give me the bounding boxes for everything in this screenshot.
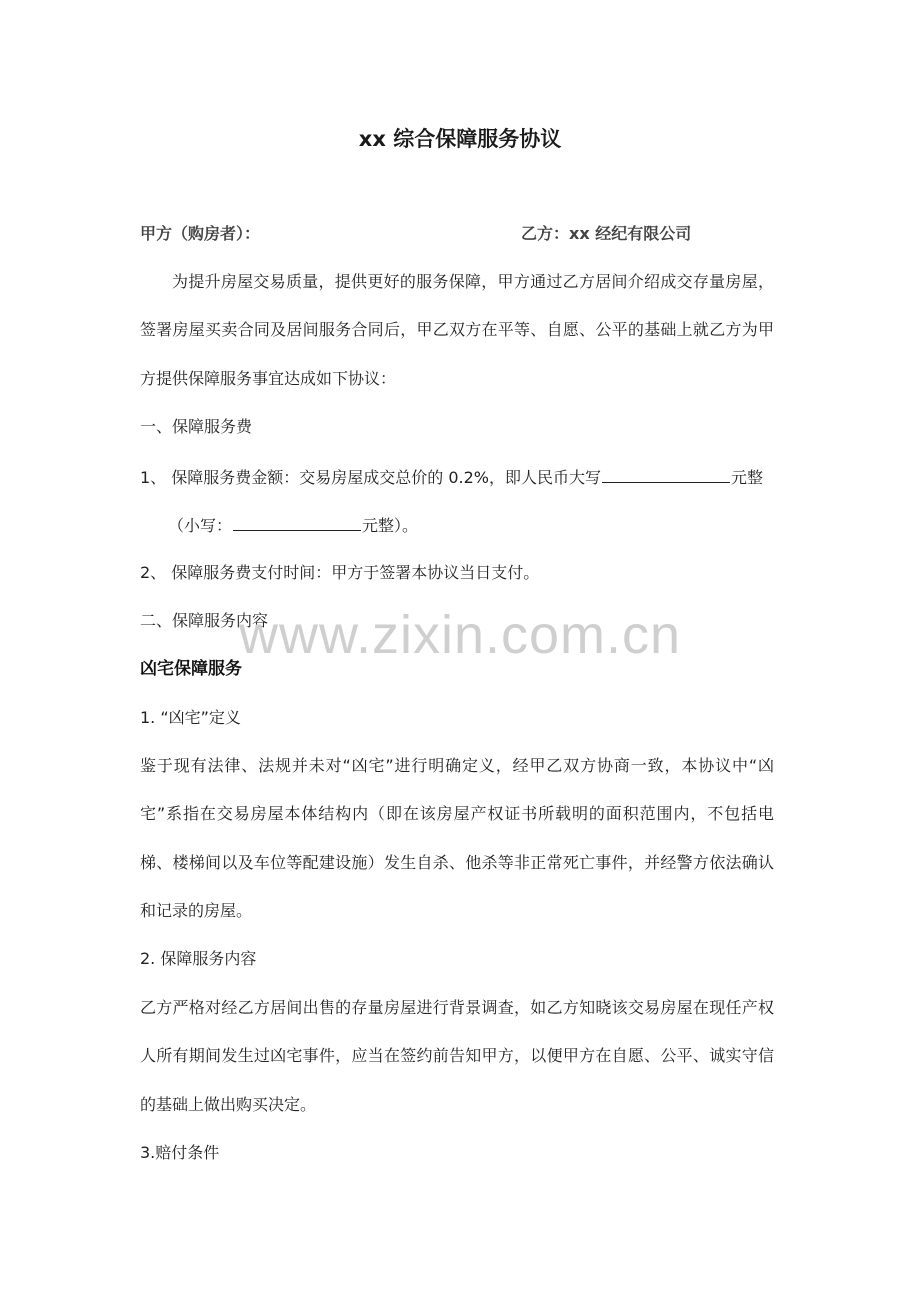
definition-heading: 1. “凶宅”定义 [140,708,241,727]
fee-lowercase-line [168,512,418,538]
content-line-3: 的基础上做出购买决定。 [140,1095,317,1114]
fee-amount-suffix: 元整 [731,468,764,487]
content-line-1: 乙方严格对经乙方居间出售的存量房屋进行背景调查，如乙方知晓该交易房屋在现任产权 [140,998,774,1017]
fee-lowercase-prefix: （小写： [168,516,233,535]
section-2-heading: 二、保障服务内容 [140,611,269,630]
compensation-heading: 3.赔付条件 [140,1143,220,1162]
preamble-line-2: 签署房屋买卖合同及居间服务合同后，甲乙双方在平等、自愿、公平的基础上就乙方为甲 [140,320,774,339]
definition-line-3: 梯、楼梯间以及车位等配建设施）发生自杀、他杀等非正常死亡事件，并经警方依法确认 [140,853,774,872]
document-title: xx 综合保障服务协议 [358,127,562,151]
party-a-label: 甲方（购房者）： [140,224,261,243]
fee-amount-prefix: 1、 保障服务费金额：交易房屋成交总价的 0.2%，即人民币大写 [140,468,602,487]
definition-line-4: 和记录的房屋。 [140,901,253,920]
preamble-line-1: 为提升房屋交易质量，提供更好的服务保障，甲方通过乙方居间介绍成交存量房屋， [172,272,774,291]
definition-line-1: 鉴于现有法律、法规并未对“凶宅”进行明确定义，经甲乙双方协商一致，本协议中“凶 [140,756,774,775]
fee-uppercase-blank [602,464,730,483]
watermark: www.zixin.com.cn [238,605,682,665]
content-heading: 2. 保障服务内容 [140,949,257,968]
preamble-line-3: 方提供保障服务事宜达成如下协议： [140,369,397,388]
fee-payment-time: 2、 保障服务费支付时间：甲方于签署本协议当日支付。 [140,563,540,582]
service-heading: 凶宅保障服务 [140,659,242,679]
fee-amount-line [140,464,763,490]
section-1-heading: 一、保障服务费 [140,417,253,436]
fee-lowercase-suffix: 元整）。 [362,516,419,535]
content-line-2: 人所有期间发生过凶宅事件，应当在签约前告知甲方，以便甲方在自愿、公平、诚实守信 [140,1046,774,1065]
definition-line-2: 宅”系指在交易房屋本体结构内（即在该房屋产权证书所载明的面积范围内，不包括电 [140,804,774,823]
fee-lowercase-blank [233,512,361,531]
party-b-label: 乙方：xx 经纪有限公司 [521,224,692,243]
